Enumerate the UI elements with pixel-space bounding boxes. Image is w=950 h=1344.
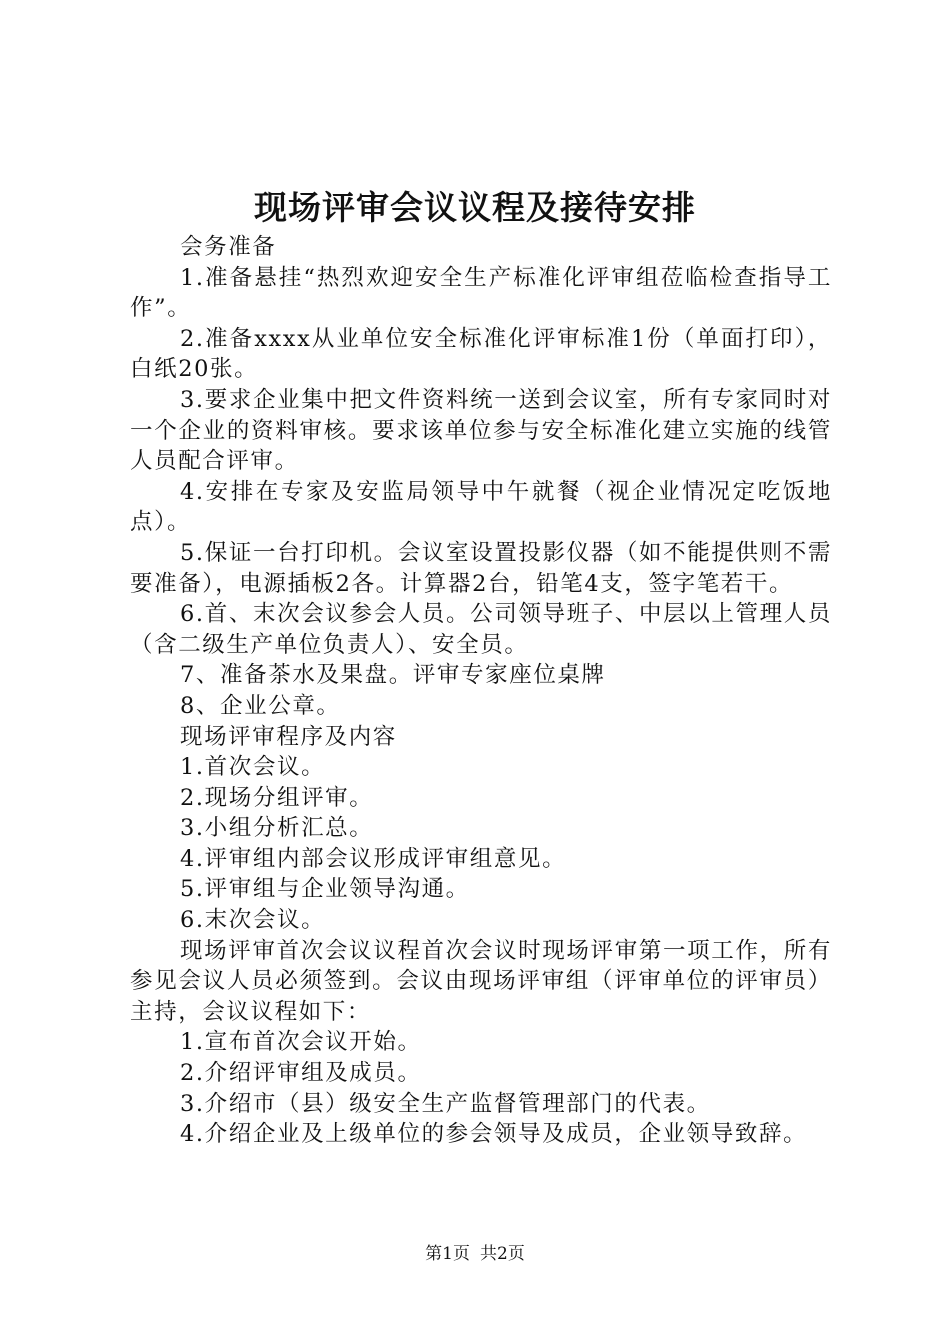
paragraph: 1.首次会议。 [180,754,326,781]
page-number: 第1页 [425,1244,470,1264]
paragraph: 1.宣布首次会议开始。 [180,1029,422,1056]
paragraph: 4.评审组内部会议形成评审组意见。 [180,845,567,872]
paragraph: 3.要求企业集中把文件资料统一送到会议室，所有专家同时对一个企业的资料审核。要求该单位参与安全标准化建立实施的线管人员配合评审。 [130,386,832,475]
paragraph: 7、准备茶水及果盘。评审专家座位桌牌 [180,662,606,689]
page-title: 现场评审会议议程及接待安排 [254,188,696,227]
paragraph: 6.首、末次会议参会人员。公司领导班子、中层以上管理人员（含二级生产单位负责人）、安全员。 [130,601,832,658]
paragraph: 5.保证一台打印机。会议室设置投影仪器（如不能提供则不需要准备），电源插板2各。计算器2台，铅笔4支，签字笔若干。 [130,539,832,597]
paragraph: 2.介绍评审组及成员。 [180,1060,422,1087]
paragraph: 4.介绍企业及上级单位的参会领导及成员，企业领导致辞。 [180,1121,808,1148]
document-body [130,232,832,1150]
paragraph: 现场评审首次会议议程首次会议时现场评审第一项工作，所有参见会议人员必须签到。会议由现场评审组（评审单位的评审员）主持，会议议程如下： [130,937,832,1025]
paragraph: 2.现场分组评审。 [180,784,374,811]
paragraph: 4.安排在专家及安监局领导中午就餐（视企业情况定吃饭地点）。 [130,478,832,536]
paragraph: 6.末次会议。 [180,907,326,934]
section-heading-preparation: 会务准备 [180,234,277,260]
paragraph: 8、企业公章。 [180,692,341,719]
section-heading-procedure: 现场评审程序及内容 [180,723,397,750]
paragraph: 2.准备xxxx从业单位安全标准化评审标准1份（单面打印），白纸20张。 [130,325,832,383]
paragraph: 1.准备悬挂“热烈欢迎安全生产标准化评审组莅临检查指导工作”。 [130,264,832,322]
paragraph: 3.介绍市（县）级安全生产监督管理部门的代表。 [180,1090,711,1117]
paragraph: 3.小组分析汇总。 [180,815,374,842]
paragraph: 5.评审组与企业领导沟通。 [180,876,470,903]
page-footer [0,1242,950,1266]
page-total: 共2页 [480,1244,525,1264]
